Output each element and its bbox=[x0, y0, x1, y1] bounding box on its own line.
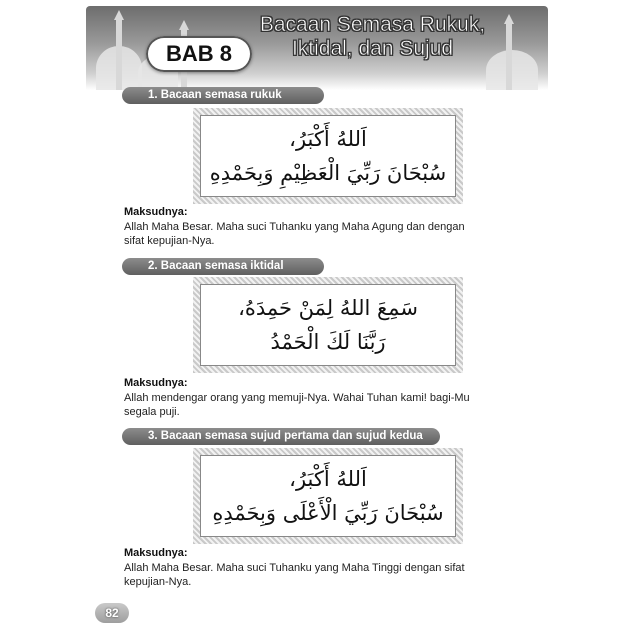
arabic-frame-sujud bbox=[193, 448, 463, 544]
meaning-label: Maksudnya: bbox=[124, 547, 188, 559]
minaret-decoration bbox=[506, 24, 512, 90]
meaning-text bbox=[124, 220, 514, 248]
arabic-text-line: سُبْحَانَ رَبِّيَ الْأَعْلَى وَبِحَمْدِهِ bbox=[212, 501, 444, 525]
arabic-text-line: رَبَّنَا لَكَ الْحَمْدُ bbox=[270, 330, 386, 354]
arabic-frame-iktidal bbox=[193, 277, 463, 373]
arabic-frame-inner bbox=[200, 115, 456, 197]
minaret-decoration bbox=[116, 20, 122, 90]
chapter-title bbox=[250, 13, 495, 61]
meaning-text-line: segala puji. bbox=[124, 406, 180, 418]
section-heading-iktidal: 2. Bacaan semasa iktidal bbox=[122, 258, 324, 275]
arabic-frame-inner bbox=[200, 284, 456, 366]
arabic-text-line: اَللهُ أَكْبَرُ، bbox=[289, 127, 367, 151]
meaning-text-line: sifat kepujian-Nya. bbox=[124, 235, 215, 247]
section-heading-sujud: 3. Bacaan semasa sujud pertama dan sujud kedua bbox=[122, 428, 440, 445]
meaning-text bbox=[124, 391, 514, 419]
arabic-text-line: اَللهُ أَكْبَرُ، bbox=[289, 467, 367, 491]
chapter-badge: BAB 8 bbox=[146, 36, 252, 72]
section-heading-rukuk: 1. Bacaan semasa rukuk bbox=[122, 87, 324, 104]
meaning-label: Maksudnya: bbox=[124, 377, 188, 389]
arabic-frame-inner bbox=[200, 455, 456, 537]
arabic-frame-rukuk bbox=[193, 108, 463, 204]
arabic-text-line: سُبْحَانَ رَبِّيَ الْعَظِيْمِ وَبِحَمْدِهِ bbox=[209, 161, 447, 185]
chapter-title-line: Bacaan Semasa Rukuk, bbox=[259, 13, 486, 36]
meaning-text-line: kepujian-Nya. bbox=[124, 576, 192, 588]
arabic-text-line: سَمِعَ اللهُ لِمَنْ حَمِدَهُ، bbox=[238, 296, 418, 320]
chapter-title-line: Iktidal, dan Sujud bbox=[291, 37, 454, 60]
page-number: 82 bbox=[95, 603, 129, 623]
meaning-text-line: Allah mendengar orang yang memuji-Nya. Wahai Tuhan kami! bagi-Mu bbox=[124, 392, 470, 404]
meaning-text bbox=[124, 561, 514, 589]
meaning-text-line: Allah Maha Besar. Maha suci Tuhanku yang Maha Agung dan dengan bbox=[124, 221, 465, 233]
meaning-text-line: Allah Maha Besar. Maha suci Tuhanku yang Maha Tinggi dengan sifat bbox=[124, 562, 465, 574]
meaning-label: Maksudnya: bbox=[124, 206, 188, 218]
